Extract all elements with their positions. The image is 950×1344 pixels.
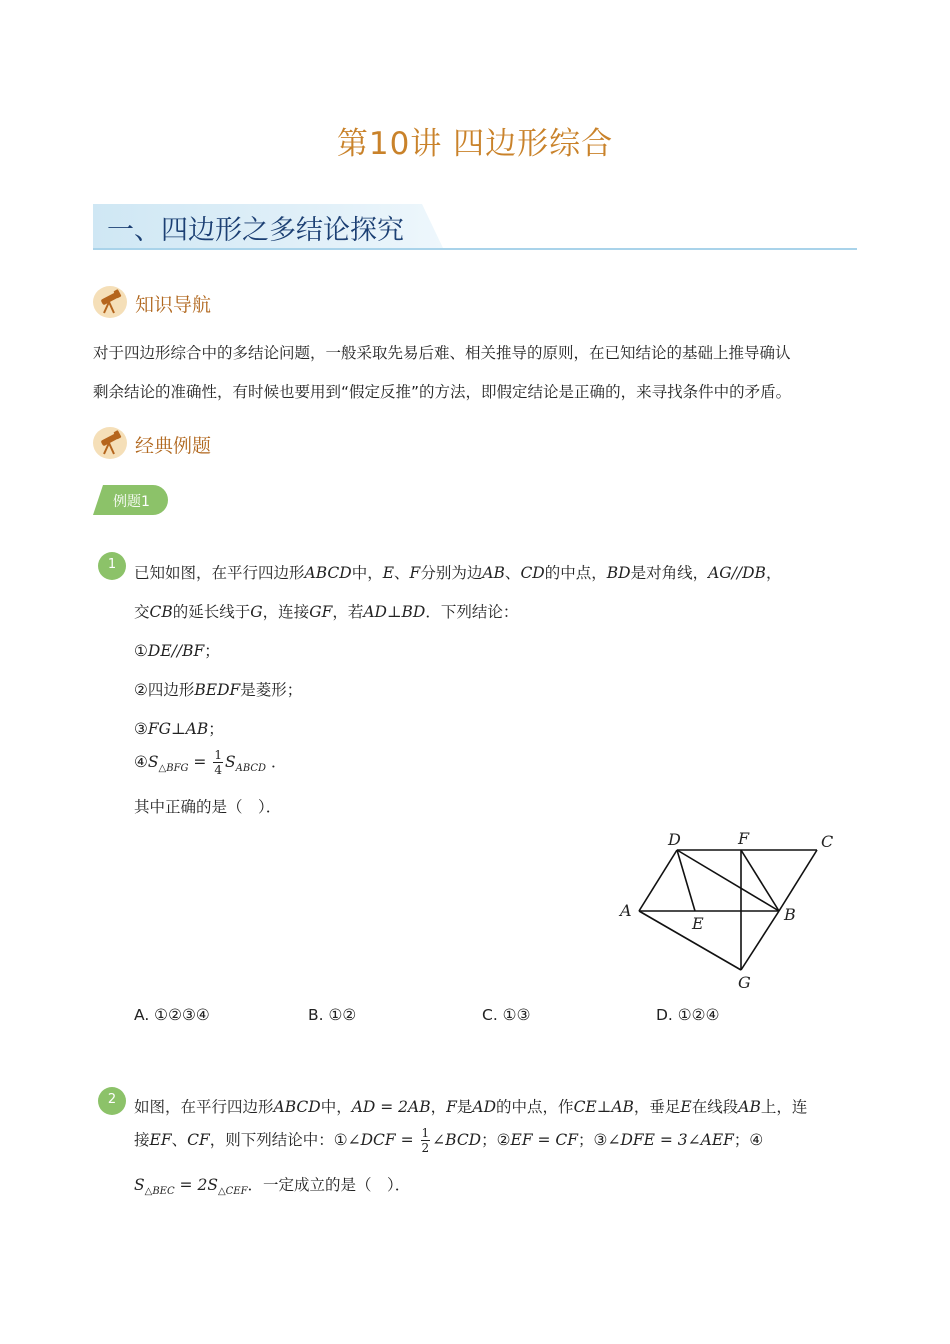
telescope-icon [93, 285, 129, 319]
knowledge-heading-label: 知识导航 [135, 294, 212, 316]
segment-BG [741, 911, 779, 970]
knowledge-line-1: 对于四边形综合中的多结论问题，一般采取先易后难、相关推导的原则，在已知结论的基础上推导确认 [93, 344, 791, 362]
knowledge-line-2: 剩余结论的准确性，有时候也要用到“假定反推”的方法，即假定结论是正确的，来寻找条件中的矛盾。 [93, 383, 792, 401]
q1-ask: 其中正确的是（ ）． [134, 798, 282, 816]
point-label-A: A [620, 901, 632, 920]
q1-conclusion-4: $④S_{\triangle BFG}$ = $\frac{1}{4}$ $S_{ABCD}$ ． [134, 748, 287, 777]
q2-line-1: 如图，在平行四边形ABCD中，AD = 2AB，F是AD的中点，作CE⊥AB，垂足E在线段AB上，连 [134, 1098, 808, 1116]
q1-conclusion-3: ③FG⊥AB； [134, 720, 224, 738]
point-label-C: C [821, 832, 834, 851]
question-number-badge: 2 [98, 1087, 126, 1115]
segment-AD [639, 850, 677, 911]
q1-conclusion-2: ②四边形BEDF是菱形； [134, 681, 303, 699]
option-b[interactable]: B. ①② [308, 1006, 357, 1024]
q1-line-1: 已知如图，在平行四边形ABCD中，E、F分别为边AB、CD的中点，BD是对角线，AG//DB， [134, 564, 782, 582]
page-title: 第10讲 四边形综合 [336, 126, 614, 162]
segment-AG [639, 911, 741, 970]
example-tag-label: 例题1 [113, 494, 150, 510]
examples-heading-label: 经典例题 [135, 435, 212, 457]
option-c[interactable]: C. ①③ [482, 1006, 531, 1024]
telescope-icon [93, 426, 129, 460]
q2-line-2: 接EF、CF，则下列结论中：①∠DCF = $\frac{1}{2}$ ∠BCD；②EF = CF；③∠DFE = 3∠AEF；④ [134, 1126, 764, 1155]
point-label-G: G [738, 973, 751, 992]
q1-line-2: 交CB的延长线于G，连接GF，若AD⊥BD．下列结论： [134, 603, 519, 621]
point-label-D: D [668, 830, 681, 849]
question-number-badge: 1 [98, 552, 126, 580]
segment-BC [779, 850, 817, 911]
option-a[interactable]: A. ①②③④ [134, 1006, 210, 1024]
point-label-B: B [784, 905, 796, 924]
section-header [93, 204, 857, 250]
section-title: 一、四边形之多结论探究 [107, 215, 404, 246]
point-label-F: F [738, 829, 750, 848]
example-tag [93, 485, 168, 515]
q2-line-3: $S_{\triangle BEC} = 2S_{\triangle CEF}$．一定成立的是（ ）． [134, 1176, 411, 1198]
geometry-figure [610, 825, 850, 995]
point-label-E: E [692, 914, 704, 933]
section-underline [93, 248, 857, 250]
segment-FB [741, 850, 779, 911]
q1-conclusion-1: ①DE//BF； [134, 642, 220, 660]
option-d[interactable]: D. ①②④ [656, 1006, 720, 1024]
